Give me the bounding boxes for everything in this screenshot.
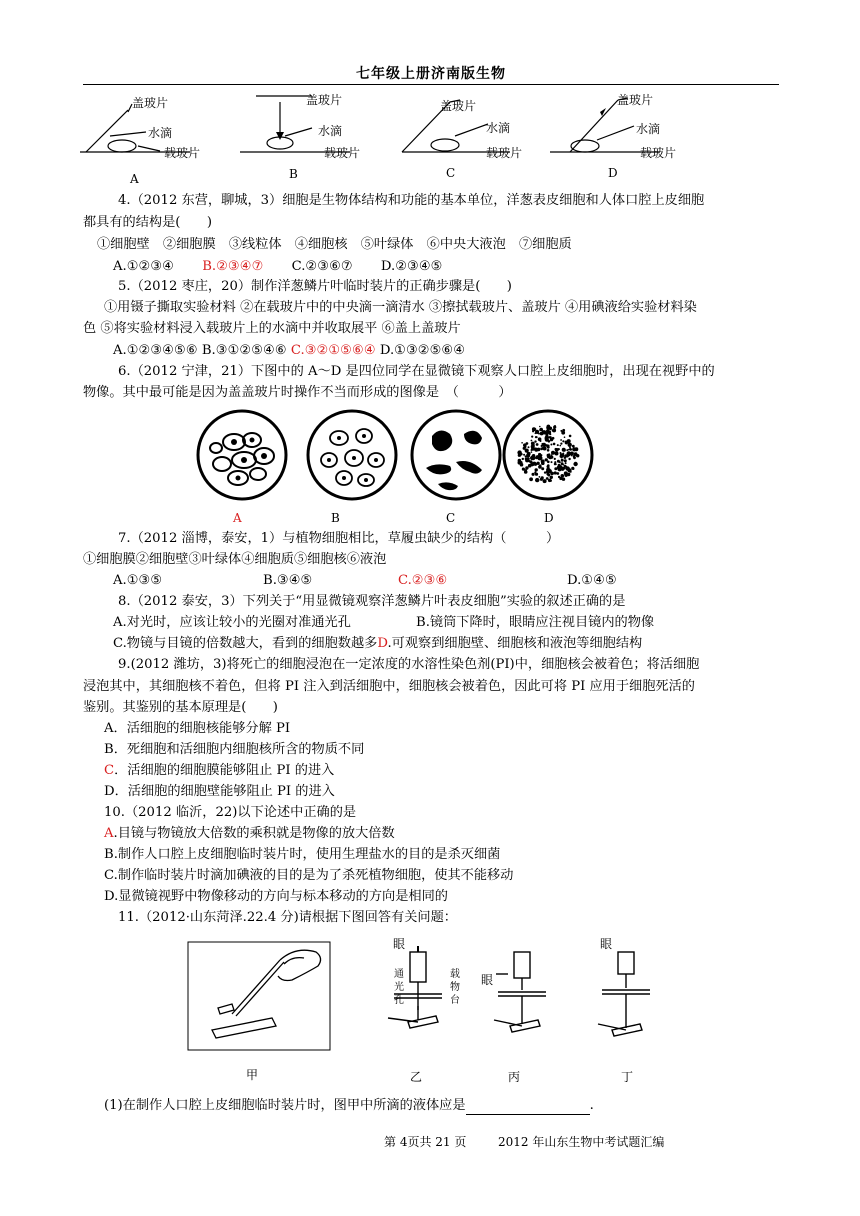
panel-yi: 乙 [410,1070,423,1084]
stain-dot [550,444,552,446]
q4-opt-c: C.②③⑥⑦ [291,259,353,274]
q8-opt-a: A.对光时，应该让较小的光圈对准通光孔 [113,615,351,630]
label-eye-ding: 眼 [600,937,613,951]
q4-options [113,258,467,276]
stain-dot [568,443,572,447]
stain-dot [571,453,573,455]
q9-opt-b: B．死细胞和活细胞内细胞核所含的物质不同 [104,742,365,757]
stain-dot [550,438,553,441]
footer-source: 2012 年山东生物中考试题汇编 [498,1135,665,1149]
stain-dot [536,443,539,446]
stain-dot [564,436,566,438]
label-water-a: 水滴 [148,126,173,140]
stain-dot [557,444,559,446]
stain-dot [541,467,544,470]
stain-dot [535,456,538,459]
q8-opt-d-letter: D [377,636,388,651]
label-slide-b: 载玻片 [324,146,361,160]
stain-dot [547,449,550,452]
stain-dot [540,432,544,436]
stain-dot [572,468,574,470]
stain-dot [561,459,564,462]
stain-dot [521,442,523,444]
q9-line3: 鉴别。其鉴别的基本原理是( ) [83,700,278,715]
option-label-a: A [130,172,139,186]
footer [384,1133,664,1150]
stain-dot [562,464,564,466]
stain-dot [575,448,577,450]
stain-dot [529,477,533,481]
label-stage: 载物台 [450,969,460,1006]
label-cover-b: 盖玻片 [306,93,343,107]
q7-line2: ①细胞膜②细胞壁③叶绿体④细胞质⑤细胞核⑥液泡 [83,552,387,567]
stain-dot [562,440,564,442]
label-slide-c: 载玻片 [486,146,523,160]
q4-opt-a: A.①②③④ [113,259,175,274]
q8-opt-c: C.物镜与目镜的倍数越大，看到的细胞数越多 [113,636,378,651]
option-label-d: D [608,166,618,180]
stain-dot [525,457,528,460]
q5-line1: 5.（2012 枣庄，20）制作洋葱鳞片叶临时装片的正确步骤是( ) [118,279,512,294]
q7-opt-b: B.③④⑤ [263,573,313,588]
q10-opt-d: D.显微镜视野中物像移动的方向与标本移动的方向是相同的 [104,889,448,904]
stain-dot [560,443,562,445]
stain-dot [539,464,542,467]
q6-label-d: D [544,511,554,525]
stain-dot [576,454,579,457]
q6-label-c: C [446,511,456,525]
q5-opt-a: A.①②③④⑤⑥ [113,343,198,358]
q5-line2: ①用镊子撕取实验材料 ②在载玻片中的中央滴一滴清水 ③擦拭载玻片、盖玻片 ④用碘液给实验材料染 [104,300,697,315]
stain-dot [532,473,535,476]
q10-opt-a: A.目镜与物镜放大倍数的乘积就是物像的放大倍数 [104,826,395,841]
q10-opt-b: B.制作人口腔上皮细胞临时装片时，使用生理盐水的目的是杀灭细菌 [104,847,501,862]
option-label-c: C [446,166,456,180]
stain-dot [550,476,553,479]
q7-opt-c: C.②③⑥ [398,573,448,588]
stain-dot [535,468,538,471]
q6-line2: 物像。其中最可能是因为盖盖玻片时操作不当而形成的图像是 （ ） [83,385,512,400]
stain-dot [552,428,556,432]
stain-dot [547,465,550,468]
q4-opt-d: D.②③④⑤ [380,259,443,274]
label-eye-bing: 眼 [481,973,494,987]
stain-dot [566,449,568,451]
stain-dot [548,440,551,443]
stain-dot [530,463,534,467]
stain-dot [562,448,566,452]
stain-dot [522,458,524,460]
q5-line3: 色 ⑤将实验材料浸入载玻片上的水滴中并收取展平 ⑥盖上盖玻片 [83,321,461,336]
stain-dot [542,443,546,447]
stain-dot [564,474,567,477]
q4-line1: 4.（2012 东营，聊城，3）细胞是生物体结构和功能的基本单位，洋葱表皮细胞和人体口腔上皮细胞 [118,193,705,208]
stain-dot [555,448,559,452]
stain-dot [574,457,576,459]
panel-jia: 甲 [246,1068,259,1082]
q4-opt-b: B.②③④⑦ [202,259,264,274]
stain-dot [535,436,537,438]
stain-dot [554,461,556,463]
stain-dot [539,455,541,457]
stain-dot [518,459,522,463]
stain-dot [535,430,539,434]
stain-dot [548,453,550,455]
label-slide-a: 载玻片 [164,146,201,160]
stain-dot [560,452,562,454]
coverslip-diagrams [80,88,700,180]
label-slide-d: 载玻片 [640,146,677,160]
stain-dot [547,445,549,447]
stain-dot [520,463,524,467]
label-water-c: 水滴 [486,121,511,135]
stain-dot [573,462,577,466]
stain-dot [524,469,527,472]
stain-dot [527,452,531,456]
stain-dot [548,479,551,482]
stain-dot [560,439,562,441]
stain-dot [532,447,534,449]
q6-line1: 6.（2012 宁津，21）下图中的 A～D 是四位同学在显微镜下观察人口腔上皮细胞时，出现在视野中的 [118,364,715,379]
stain-dot [551,461,553,463]
label-cover-d: 盖玻片 [617,93,654,107]
stain-dot [545,459,547,461]
stain-dot [569,447,571,449]
panel-ding: 丁 [621,1070,634,1084]
stain-dot [533,442,535,444]
label-cover-c: 盖玻片 [440,99,477,113]
stain-dot [554,425,556,427]
q9-opt-c: C．活细胞的细胞膜能够阻止 PI 的进入 [104,763,335,778]
stain-dot [568,458,570,460]
stain-dot [565,462,567,464]
stain-dot [541,461,545,465]
stain-dot [551,451,555,455]
q5-opt-b: B.③①②⑤④⑥ [201,343,287,358]
stain-dot [569,435,572,438]
q11-line1: 11.（2012·山东菏泽.22.4 分)请根据下图回答有关问题： [118,910,457,925]
stain-dot [547,461,550,464]
stain-dot [534,463,537,466]
stain-dot [534,471,536,473]
stain-dot [571,455,573,457]
q7-opt-a: A.①③⑤ [113,573,163,588]
page-title: 七年级上册济南版生物 [356,66,506,82]
stain-dot [554,471,557,474]
stain-dot [523,454,525,456]
q5-opt-d: D.①③②⑤⑥④ [379,343,466,358]
stain-dot [517,450,521,454]
label-water-b: 水滴 [318,124,343,138]
label-cover-a: 盖玻片 [132,96,169,110]
stain-dot [543,447,547,451]
q8-opt-b: B.镜筒下降时，眼睛应注视目镜内的物像 [416,615,655,630]
stain-dot [549,433,551,435]
stain-dot [535,478,539,482]
stain-dot [572,445,575,448]
stain-dot [561,431,565,435]
stain-dot [528,446,530,448]
stain-dot [545,437,547,439]
q8-opt-cd [113,635,642,653]
stain-dot [531,451,533,453]
stain-dot [538,437,542,441]
header-rule [83,84,779,85]
stain-dot [553,443,556,446]
stain-dot [531,440,533,442]
stain-dot [539,426,541,428]
stain-dot [534,428,536,430]
q9-opt-d: D．活细胞的细胞壁能够阻止 PI 的进入 [104,784,335,799]
stain-dot [550,473,552,475]
q5-options [113,342,465,360]
stain-dot [559,461,561,463]
q11-sub1: (1)在制作人口腔上皮细胞临时装片时，图甲中所滴的液体应是 . [104,1098,594,1113]
stain-dot [556,472,559,475]
stain-dot [526,442,529,445]
stain-dot [558,476,560,478]
q8-opt-d: .可观察到细胞壁、细胞核和液泡等细胞结构 [387,636,643,651]
stain-dot [523,447,526,450]
option-label-b: B [289,167,298,181]
q8-line1: 8.（2012 泰安，3）下列关于“用显微镜观察洋葱鳞片叶表皮细胞”实验的叙述正确的是 [118,594,626,609]
stain-dot [557,466,560,469]
q9-line2: 浸泡其中，其细胞核不着色，但将 PI 注入到活细胞中，细胞核会被着色，因此可将 PI 应用于细胞死活的 [83,679,695,694]
q10-line1: 10.（2012 临沂，22)以下论述中正确的是 [104,805,357,820]
q4-items: ①细胞壁 ②细胞膜 ③线粒体 ④细胞核 ⑤叶绿体 ⑥中央大液泡 ⑦细胞质 [97,237,572,252]
q4-line2: 都具有的结构是( ) [83,215,212,230]
footer-page: 第 4页共 21 页 [384,1135,467,1149]
stain-dot [546,478,548,480]
microscope-views [194,406,604,506]
q9-opt-a: A．活细胞的细胞核能够分解 PI [104,721,291,736]
stain-dot [539,428,543,432]
stain-dot [539,476,541,478]
stain-dot [554,458,556,460]
stain-dot [534,448,538,452]
stain-dot [549,427,553,431]
stain-dot [555,452,559,456]
stain-dot [531,436,533,438]
q7-line1: 7.（2012 淄博，泰安，1）与植物细胞相比，草履虫缺少的结构（ ） [118,531,560,546]
q5-opt-c: C.③②①⑤⑥④ [290,343,376,358]
stain-dot [543,479,547,483]
label-water-d: 水滴 [636,122,661,136]
stain-dot [565,441,568,444]
stain-dot [564,459,567,462]
q10-opt-c: C.制作临时装片时滴加碘液的目的是为了杀死植物细胞，使其不能移动 [104,868,514,883]
stain-dot [570,471,572,473]
answer-blank[interactable] [466,1100,590,1115]
stain-dot [534,440,536,442]
q9-line1: 9.(2012 潍坊，3)将死亡的细胞浸泡在一定浓度的水溶性染色剂(PI)中，细胞核会被着色；将活细胞 [118,657,700,672]
label-eye-yi: 眼 [393,937,406,951]
q7-opt-d: D.①④⑤ [567,573,617,588]
stain-dot [549,456,553,460]
q6-label-a: A [233,511,242,525]
stain-dot [541,476,544,479]
q6-label-b: B [331,511,340,525]
stain-dot [560,445,562,447]
stain-dot [548,436,550,438]
stain-dot [548,469,551,472]
label-hole: 通光孔 [394,969,404,1006]
panel-bing: 丙 [508,1070,521,1084]
stain-dot [560,456,562,458]
stain-dot [531,455,533,457]
stain-dot [566,454,569,457]
